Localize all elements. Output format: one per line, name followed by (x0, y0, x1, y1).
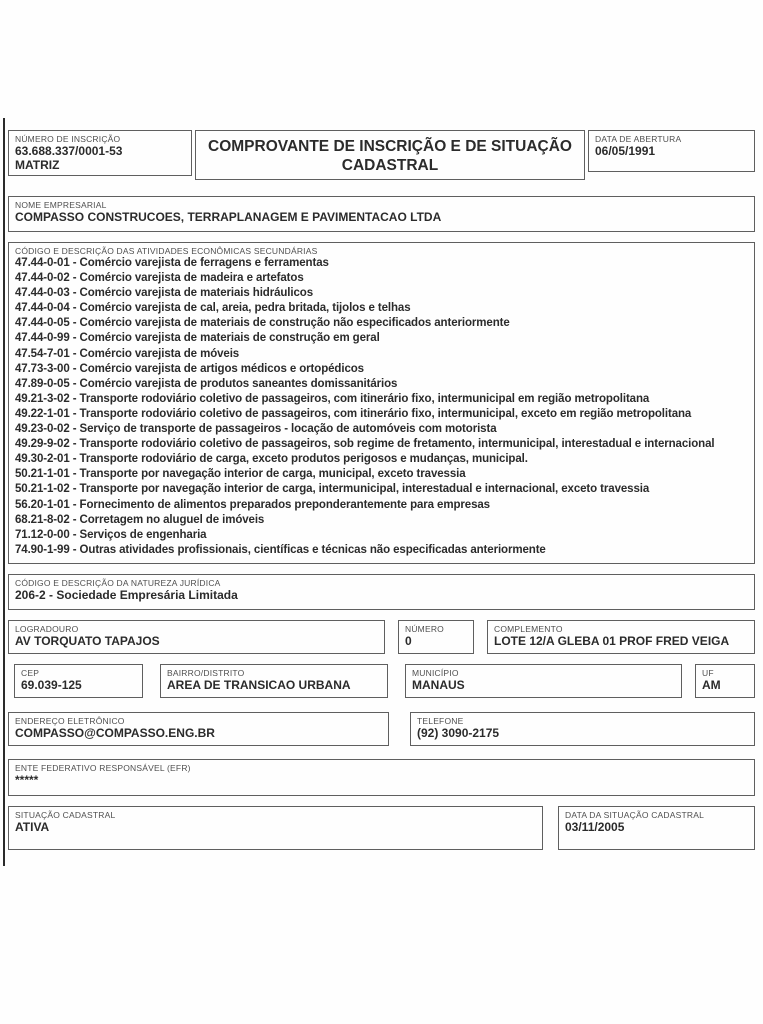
activity-item: 47.89-0-05 - Comércio varejista de produtos saneantes domissanitários (15, 377, 398, 390)
phone-field (410, 712, 755, 746)
status-date-label: DATA DA SITUAÇÃO CADASTRAL (565, 809, 705, 820)
activity-item: 49.30-2-01 - Transporte rodoviário de carga, exceto produtos perigosos e mudanças, municipal. (15, 453, 528, 466)
activity-item: 50.21-1-01 - Transporte por navegação interior de carga, municipal, exceto travessia (15, 468, 466, 481)
status-date-field (558, 806, 755, 850)
activity-item: 47.44-0-04 - Comércio varejista de cal, areia, pedra britada, tijolos e telhas (15, 302, 411, 315)
activity-item: 68.21-8-02 - Corretagem no aluguel de imóveis (15, 513, 265, 526)
company-name-value: COMPASSO CONSTRUCOES, TERRAPLANAGEM E PAVIMENTACAO LTDA (15, 210, 442, 224)
activity-item: 47.44-0-05 - Comércio varejista de materiais de construção não especificados anteriormente (15, 317, 510, 330)
activity-item: 74.90-1-99 - Outras atividades profissionais, científicas e técnicas não especificadas anteriormente (15, 543, 546, 556)
activity-item: 49.22-1-01 - Transporte rodoviário coletivo de passageiros, com itinerário fixo, intermunicipal, exceto em região metropolitana (15, 407, 692, 420)
activity-item: 47.73-3-00 - Comércio varejista de artigos médicos e ortopédicos (15, 362, 364, 375)
complement-field (487, 620, 755, 654)
cadastral-status-value: ATIVA (15, 819, 50, 834)
activity-item: 47.44-0-02 - Comércio varejista de madeira e artefatos (15, 272, 304, 285)
secondary-activities-field (8, 242, 755, 564)
state-field (695, 664, 755, 698)
efr-value: ***** (15, 772, 39, 787)
legal-nature-field (8, 574, 755, 610)
opening-date-field (588, 130, 755, 172)
street-number-label: NÚMERO (405, 623, 444, 634)
inscription-number-label: NÚMERO DE INSCRIÇÃO (15, 134, 121, 144)
email-value: COMPASSO@COMPASSO.ENG.BR (15, 725, 215, 740)
cep-value: 69.039-125 (21, 677, 82, 692)
scan-artifact-line (3, 118, 5, 866)
inscription-unit-type: MATRIZ (15, 158, 60, 172)
street-field (8, 620, 385, 654)
document-content (8, 0, 755, 850)
state-label: UF (702, 667, 714, 678)
activity-item: 71.12-0-00 - Serviços de engenharia (15, 528, 207, 541)
legal-nature-label: CÓDIGO E DESCRIÇÃO DA NATUREZA JURÍDICA (15, 577, 221, 588)
activity-item: 47.44-0-01 - Comércio varejista de ferragens e ferramentas (15, 257, 329, 269)
district-label: BAIRRO/DISTRITO (167, 667, 245, 678)
opening-date-label: DATA DE ABERTURA (595, 134, 682, 144)
phone-label: TELEFONE (417, 715, 464, 726)
cep-label: CEP (21, 667, 40, 678)
document-title-line2: CADASTRAL (341, 156, 439, 174)
cep-row (8, 664, 755, 698)
activity-item: 56.20-1-01 - Fornecimento de alimentos preparados preponderantemente para empresas (15, 498, 490, 511)
secondary-activities-list (15, 256, 748, 558)
street-label: LOGRADOURO (15, 623, 79, 634)
district-field (160, 664, 388, 698)
activity-item: 47.44-0-03 - Comércio varejista de materiais hidráulicos (15, 287, 314, 300)
city-label: MUNICÍPIO (412, 667, 459, 678)
phone-value: (92) 3090-2175 (417, 725, 500, 740)
street-value: AV TORQUATO TAPAJOS (15, 633, 160, 648)
secondary-activities-label: CÓDIGO E DESCRIÇÃO DAS ATIVIDADES ECONÔMICAS SECUNDÁRIAS (15, 246, 318, 256)
inscription-number-value: 63.688.337/0001-53 (15, 144, 123, 158)
efr-label: ENTE FEDERATIVO RESPONSÁVEL (EFR) (15, 762, 191, 773)
company-name-label: NOME EMPRESARIAL (15, 200, 107, 210)
efr-field (8, 759, 755, 796)
activity-item: 49.29-9-02 - Transporte rodoviário coletivo de passageiros, sob regime de fretamento, intermunicipal, interestadual e internacional (15, 438, 715, 451)
street-number-field (398, 620, 474, 654)
street-number-value: 0 (405, 633, 412, 648)
legal-nature-value: 206-2 - Sociedade Empresária Limitada (15, 587, 238, 602)
complement-label: COMPLEMENTO (494, 623, 563, 634)
cadastral-status-field (8, 806, 543, 850)
complement-value: LOTE 12/A GLEBA 01 PROF FRED VEIGA (494, 633, 730, 648)
document-title-box (195, 130, 585, 180)
activity-item: 49.23-0-02 - Serviço de transporte de passageiros - locação de automóveis com motorista (15, 423, 497, 436)
activity-item: 50.21-1-02 - Transporte por navegação interior de carga, intermunicipal, interestadual e internacional, exceto travessia (15, 483, 650, 496)
district-value: AREA DE TRANSICAO URBANA (167, 677, 351, 692)
activity-item: 49.21-3-02 - Transporte rodoviário coletivo de passageiros, com itinerário fixo, intermunicipal em região metropolitana (15, 392, 650, 405)
status-date-value: 03/11/2005 (565, 819, 625, 834)
email-label: ENDEREÇO ELETRÔNICO (15, 715, 125, 726)
cadastral-status-label: SITUAÇÃO CADASTRAL (15, 809, 116, 820)
contact-row (8, 712, 755, 746)
street-row (8, 620, 755, 654)
inscription-number-field (8, 130, 192, 176)
status-row (8, 806, 755, 850)
state-value: AM (702, 677, 721, 692)
cep-field (14, 664, 143, 698)
activity-item: 47.44-0-99 - Comércio varejista de materiais de construção em geral (15, 332, 380, 345)
opening-date-value: 06/05/1991 (595, 144, 656, 158)
company-name-field (8, 196, 755, 232)
city-field (405, 664, 682, 698)
document-title-line1: COMPROVANTE DE INSCRIÇÃO E DE SITUAÇÃO (208, 137, 572, 155)
email-field (8, 712, 389, 746)
header-row (8, 130, 755, 180)
activity-item: 47.54-7-01 - Comércio varejista de móveis (15, 347, 240, 360)
city-value: MANAUS (412, 677, 465, 692)
